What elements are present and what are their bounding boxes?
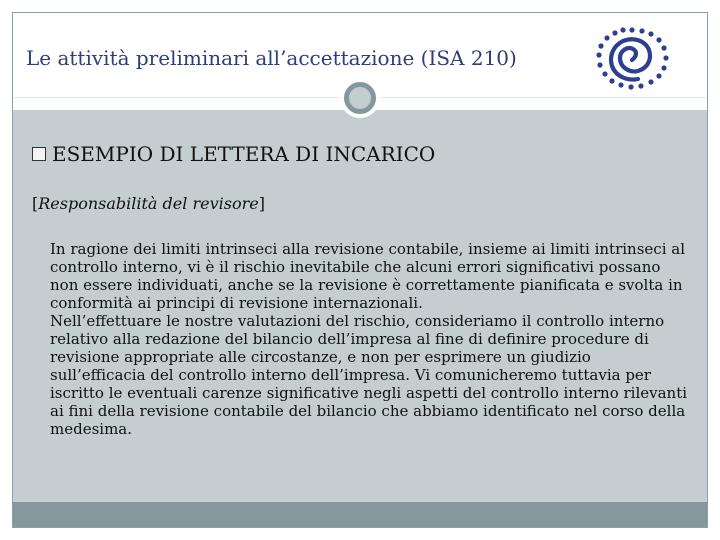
heading-row (32, 142, 435, 166)
subheading-open-bracket: [ (32, 194, 39, 213)
ring-ornament-icon (340, 78, 380, 118)
ring-ornament-inner (344, 82, 376, 114)
paragraph-2: Nell’effettuare le nostre valutazioni del rischio, consideriamo il controllo interno relativo alla redazione del bilancio dell’impresa al fine di definire procedure di revisione appropriate alle circostanze, e non per esprimere un giudizio sull’efficacia del controllo interno dell’impresa. Vi comunicheremo tuttavia per iscritto le eventuali carenze significative negli aspetti del controllo interno rilevanti ai fini della revisione contabile del bilancio che abbiamo identificato nel corso della medesima. (50, 312, 688, 438)
body-text (50, 240, 690, 438)
subheading-close-bracket: ] (258, 194, 265, 213)
subheading-label: Responsabilità del revisore (38, 194, 259, 213)
slide-title: Le attività preliminari all’accettazione (ISA 210) (26, 46, 517, 70)
slide-heading: ESEMPIO DI LETTERA DI INCARICO (52, 142, 436, 166)
footer-bar (13, 502, 707, 527)
spiral-logo-icon (592, 24, 672, 94)
subheading (32, 194, 265, 213)
paragraph-1: In ragione dei limiti intrinseci alla revisione contabile, insieme ai limiti intrinseci al controllo interno, vi è il rischio inevitabile che alcuni errori significativi possano non essere individuati, anche se la revisione è correttamente pianificata e svolta in conformità ai principi di revisione internazionali. (50, 240, 685, 312)
checkbox-icon (32, 147, 46, 161)
